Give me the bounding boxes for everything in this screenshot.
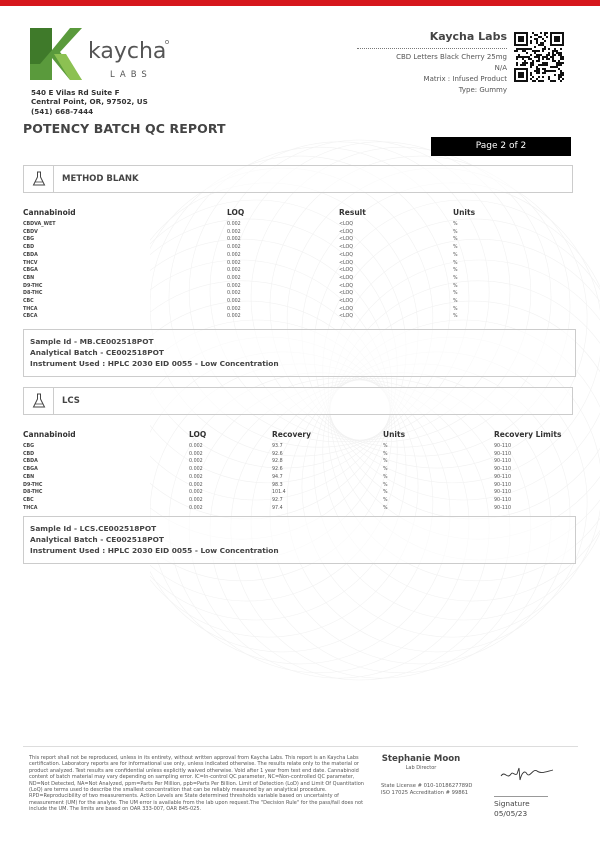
table-cell: <LOQ [339, 306, 354, 312]
signature-label: Signature [494, 799, 530, 808]
table-row [23, 505, 584, 513]
col-loq: LOQ [189, 429, 207, 439]
table-cell: CBC [23, 497, 34, 503]
address-line-2: Central Point, OR, 97502, US [31, 97, 148, 107]
table-cell: D9-THC [23, 482, 43, 488]
lcs-info [23, 516, 576, 564]
table-cell: % [383, 467, 388, 473]
table-cell: 0.002 [189, 497, 203, 503]
table-cell: <LOQ [339, 252, 354, 258]
table-row [23, 482, 584, 490]
col-recovery: Recovery [272, 429, 312, 439]
col-loq: LOQ [227, 207, 245, 217]
lab-name: Kaycha Labs [429, 30, 507, 43]
table-cell: CBN [23, 474, 35, 480]
type-value: Type: Gummy [458, 86, 507, 94]
table-cell: % [453, 275, 458, 281]
table-cell: 101.4 [272, 490, 286, 496]
table-cell: % [383, 459, 388, 465]
table-cell: 90-110 [494, 490, 511, 496]
qr-code[interactable] [514, 32, 564, 82]
table-cell: 90-110 [494, 459, 511, 465]
table-cell: 0.002 [189, 467, 203, 473]
lab-director-block [381, 754, 491, 797]
table-cell: % [453, 237, 458, 243]
table-cell: <LOQ [339, 299, 354, 305]
lab-address [31, 88, 148, 116]
table-row [23, 244, 573, 252]
mb-instrument: Instrument Used : HPLC 2030 EID 0055 - Low Concentration [30, 359, 279, 369]
table-row [23, 306, 573, 314]
method-blank-table [23, 207, 573, 321]
table-cell: 0.002 [227, 314, 241, 320]
table-cell: 0.002 [227, 299, 241, 305]
table-cell: CBDA [23, 459, 38, 465]
page-indicator: Page 2 of 2 [431, 137, 571, 156]
director-name: Stephanie Moon [381, 754, 461, 764]
signature-block [494, 799, 530, 818]
table-cell: 0.002 [189, 505, 203, 511]
table-row [23, 466, 584, 474]
svg-text:kaycha: kaycha [88, 39, 167, 64]
table-cell: 93.7 [272, 444, 283, 449]
table-cell: % [453, 245, 458, 251]
table-cell: D8-THC [23, 291, 43, 297]
lcs-header [23, 387, 573, 415]
table-cell: D9-THC [23, 283, 43, 289]
mb-analytical-batch: Analytical Batch - CE002518POT [30, 348, 164, 358]
table-cell: 92.6 [272, 451, 283, 457]
table-cell: 90-110 [494, 467, 511, 473]
table-cell: 94.7 [272, 474, 283, 480]
table-row [23, 260, 573, 268]
table-row [23, 443, 584, 451]
table-cell: % [453, 314, 458, 320]
table-cell: % [383, 490, 388, 496]
table-cell: 0.002 [227, 222, 241, 227]
iso-accreditation: ISO 17025 Accreditation # 99861 [381, 790, 469, 796]
handwritten-signature [497, 762, 557, 784]
table-cell: 0.002 [227, 283, 241, 289]
col-units: Units [453, 207, 476, 217]
report-title: POTENCY BATCH QC REPORT [23, 121, 226, 136]
table-cell: THCV [23, 260, 38, 266]
flask-icon [24, 166, 54, 192]
disclaimer-text: This report shall not be reproduced, unless in its entirety, without written approval from Kaycha Labs. This report is an Kaycha Labs certification. Laboratory reports are for informational use only, unless indicated otherwise. The results relate only to the material or product analyzed. Test results are confidential unless explicitly waived otherwise. Void after 1 year from test end date. Cannabinoid content of batch material may vary depending on sampling error. IC=In-control QC parameter, NC=Non-controlled QC parameter, ND=Not Detected, NA=Not Analyzed, ppm=Parts Per Million, ppb=Parts Per Billion. Limit of Detection (LoD) and Limit Of Quantitation (LoQ) are terms used to describe the smallest concentration that can be reliably measured by an analytical procedure. RPD=Reproducibility of two measurements. Action Levels are State determined thresholds variable based on uncertainty of measurement (UM) for the analyte. The UM error is available from the lab upon request.The "Decision Rule" for the pass/fail does not include the UM. The limits are based on OAR 333-007, OAR 845-025. [29, 755, 364, 813]
col-cannabinoid: Cannabinoid [23, 207, 76, 217]
kaycha-logo [30, 28, 180, 84]
table-cell: CBC [23, 299, 34, 305]
table-row [23, 489, 584, 497]
table-row [23, 497, 584, 505]
table-row [23, 290, 573, 298]
signature-date: 05/05/23 [494, 808, 528, 818]
table-cell: 92.6 [272, 467, 283, 473]
table-row [23, 283, 573, 291]
table-cell: % [453, 260, 458, 266]
table-cell: <LOQ [339, 314, 354, 320]
table-cell: CBD [23, 245, 35, 251]
table-cell: D8-THC [23, 490, 43, 496]
lcs-sample-id: Sample Id - LCS.CE002518POT [30, 524, 157, 533]
state-license: State License # 010-1018627789D [381, 783, 473, 789]
table-cell: 0.002 [227, 229, 241, 235]
table-cell: CBDA [23, 252, 38, 258]
col-cannabinoid: Cannabinoid [23, 429, 76, 439]
table-cell: 0.002 [189, 444, 203, 449]
table-cell: % [383, 451, 388, 457]
table-cell: 0.002 [189, 490, 203, 496]
table-cell: 0.002 [189, 459, 203, 465]
flask-icon [24, 388, 54, 414]
table-cell: CBDV [23, 229, 38, 235]
dotted-divider [357, 48, 507, 49]
table-cell: CBGA [23, 268, 38, 274]
table-cell: THCA [23, 306, 38, 312]
table-cell: 92.8 [272, 459, 283, 465]
table-cell: 0.002 [227, 237, 241, 243]
table-cell: 0.002 [227, 306, 241, 312]
table-cell: <LOQ [339, 222, 354, 227]
table-cell: 90-110 [494, 474, 511, 480]
table-cell: <LOQ [339, 245, 354, 251]
table-cell: 0.002 [227, 260, 241, 266]
table-cell: 0.002 [189, 474, 203, 480]
method-blank-header [23, 165, 573, 193]
table-cell: CBG [23, 444, 35, 449]
table-cell: <LOQ [339, 275, 354, 281]
col-result: Result [339, 207, 366, 217]
table-row [23, 458, 584, 466]
table-cell: % [383, 482, 388, 488]
table-cell: <LOQ [339, 283, 354, 289]
col-units: Units [383, 429, 406, 439]
signature-line [494, 796, 548, 797]
footer-divider [23, 746, 578, 747]
matrix-value: Matrix : Infused Product [423, 75, 507, 83]
table-cell: CBGA [23, 467, 38, 473]
mb-sample-id: Sample Id - MB.CE002518POT [30, 337, 154, 346]
svg-text:LABS: LABS [110, 70, 152, 80]
method-blank-info [23, 329, 576, 377]
table-cell: THCA [23, 505, 38, 511]
table-row [23, 451, 584, 459]
table-cell: CBCA [23, 314, 38, 320]
table-cell: <LOQ [339, 237, 354, 243]
table-cell: CBD [23, 451, 35, 457]
product-name: CBD Letters Black Cherry 25mg [396, 53, 507, 61]
table-cell: 0.002 [227, 245, 241, 251]
table-row [23, 221, 573, 229]
director-role: Lab Director [405, 765, 437, 771]
table-row [23, 474, 584, 482]
lab-phone: (541) 668-7444 [31, 106, 94, 116]
table-cell: <LOQ [339, 268, 354, 274]
table-cell: 90-110 [494, 444, 511, 449]
address-line-1: 540 E Vilas Rd Suite F [31, 88, 120, 97]
table-cell: CBN [23, 275, 35, 281]
table-cell: 0.002 [227, 291, 241, 297]
table-cell: 0.002 [189, 482, 203, 488]
lcs-title: LCS [62, 396, 80, 406]
table-cell: 0.002 [227, 268, 241, 274]
table-cell: 0.002 [227, 252, 241, 258]
table-row [23, 229, 573, 237]
sample-info [357, 30, 507, 96]
table-cell: <LOQ [339, 260, 354, 266]
method-blank-title: METHOD BLANK [62, 174, 139, 184]
table-cell: 0.002 [227, 275, 241, 281]
table-cell: % [453, 291, 458, 297]
table-cell: % [453, 222, 458, 227]
table-row [23, 313, 573, 321]
table-cell: 92.7 [272, 497, 283, 503]
table-cell: % [383, 474, 388, 480]
table-cell: <LOQ [339, 229, 354, 235]
table-cell: 90-110 [494, 451, 511, 457]
table-cell: CBDVA_WET [23, 222, 56, 227]
table-cell: % [383, 444, 388, 449]
table-cell: % [453, 268, 458, 274]
table-cell: 98.3 [272, 482, 283, 488]
table-cell: % [453, 299, 458, 305]
table-row [23, 252, 573, 260]
lcs-instrument: Instrument Used : HPLC 2030 EID 0055 - Low Concentration [30, 546, 279, 556]
table-cell: 0.002 [189, 451, 203, 457]
top-red-bar [0, 0, 600, 6]
col-recovery-limits: Recovery Limits [494, 429, 562, 439]
table-row [23, 236, 573, 244]
lcs-table [23, 429, 584, 512]
table-row [23, 267, 573, 275]
table-cell: <LOQ [339, 291, 354, 297]
table-row [23, 298, 573, 306]
table-row [23, 275, 573, 283]
table-cell: 90-110 [494, 482, 511, 488]
table-cell: % [383, 505, 388, 511]
lcs-analytical-batch: Analytical Batch - CE002518POT [30, 535, 164, 545]
na-value: N/A [494, 64, 507, 72]
table-cell: % [453, 306, 458, 312]
table-cell: 90-110 [494, 497, 511, 503]
table-cell: 97.4 [272, 505, 283, 511]
table-cell: % [453, 283, 458, 289]
table-cell: 90-110 [494, 505, 511, 511]
table-cell: CBG [23, 237, 35, 243]
table-cell: % [453, 252, 458, 258]
table-cell: % [383, 497, 388, 503]
table-cell: % [453, 229, 458, 235]
